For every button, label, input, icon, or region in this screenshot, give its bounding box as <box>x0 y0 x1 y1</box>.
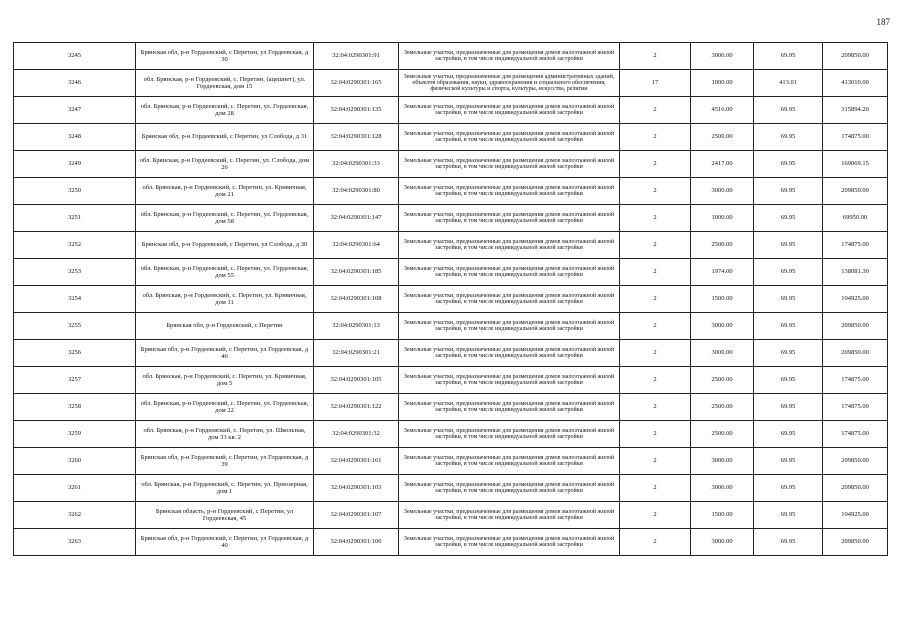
area-cell: 3000.00 <box>691 529 754 556</box>
record-number: 3255 <box>14 313 136 340</box>
group-code-cell: 2 <box>620 394 691 421</box>
cadastral-number-cell: 32:04:0290301:165 <box>314 70 399 97</box>
land-use-cell: Земельные участки, предназначенные для размещения домов малоэтажной жилой застройки, в том числе индивидуальной жилой застройки <box>399 124 620 151</box>
table-row <box>14 313 888 340</box>
record-number: 3261 <box>14 475 136 502</box>
address-cell: Брянская обл, р-н Гордеевский, с Перетин, ул Гордеевская, д 30 <box>136 43 314 70</box>
area-cell: 1000.00 <box>691 70 754 97</box>
cadastral-value-cell: 169069.15 <box>823 151 888 178</box>
record-number: 3254 <box>14 286 136 313</box>
cadastral-value-cell: 209850.00 <box>823 529 888 556</box>
land-use-cell: Земельные участки, предназначенные для размещения домов малоэтажной жилой застройки, в том числе индивидуальной жилой застройки <box>399 340 620 367</box>
address-cell: обл. Брянская, р-н Гордеевский, с. Перетин, ул. Приозерная, дом 1 <box>136 475 314 502</box>
table-row <box>14 151 888 178</box>
cadastral-value-cell: 104925.00 <box>823 502 888 529</box>
area-cell: 3000.00 <box>691 313 754 340</box>
cadastral-number-cell: 32:04:0290301:91 <box>314 43 399 70</box>
table-row <box>14 178 888 205</box>
cadastral-number-cell: 32:04:0290301:13 <box>314 313 399 340</box>
cadastral-value-cell: 174875.00 <box>823 232 888 259</box>
land-use-cell: Земельные участки, предназначенные для размещения домов малоэтажной жилой застройки, в том числе индивидуальной жилой застройки <box>399 394 620 421</box>
area-cell: 2500.00 <box>691 367 754 394</box>
group-code-cell: 2 <box>620 367 691 394</box>
cadastral-value-cell: 209850.00 <box>823 313 888 340</box>
rate-cell: 69.95 <box>754 502 823 529</box>
address-cell: Брянская обл, р-н Гордеевский, с Перетин, ул Слобода, д 31 <box>136 124 314 151</box>
group-code-cell: 2 <box>620 340 691 367</box>
cadastral-number-cell: 32:04:0290301:80 <box>314 178 399 205</box>
rate-cell: 69.95 <box>754 205 823 232</box>
land-use-cell: Земельные участки, предназначенные для размещения домов малоэтажной жилой застройки, в том числе индивидуальной жилой застройки <box>399 151 620 178</box>
area-cell: 2500.00 <box>691 232 754 259</box>
record-number: 3249 <box>14 151 136 178</box>
area-cell: 2500.00 <box>691 394 754 421</box>
table-row <box>14 232 888 259</box>
cadastral-number-cell: 32:04:0290301:161 <box>314 448 399 475</box>
address-cell: Брянская обл, р-н Гордеевский, с Перетин, ул Слобода, д 30 <box>136 232 314 259</box>
land-use-cell: Земельные участки, предназначенные для размещения домов малоэтажной жилой застройки, в том числе индивидуальной жилой застройки <box>399 475 620 502</box>
cadastral-number-cell: 32:04:0290301:21 <box>314 340 399 367</box>
address-cell: обл. Брянская, р-н Гордеевский, с. Перетин, ул. Гордеевская, дом 58 <box>136 205 314 232</box>
land-use-cell: Земельные участки, предназначенные для размещения домов малоэтажной жилой застройки, в том числе индивидуальной жилой застройки <box>399 259 620 286</box>
cadastral-number-cell: 32:04:0290301:147 <box>314 205 399 232</box>
record-number: 3260 <box>14 448 136 475</box>
address-cell: Брянская обл, р-н Гордеевский, с Перетин, ул Гордеевская, д 46 <box>136 340 314 367</box>
address-cell: обл. Брянская, р-н Гордеевский, с. Перетин, ул. Кривичная, дом 21 <box>136 178 314 205</box>
cadastral-value-cell: 209850.00 <box>823 475 888 502</box>
group-code-cell: 2 <box>620 259 691 286</box>
land-use-cell: Земельные участки, предназначенные для размещения домов малоэтажной жилой застройки, в том числе индивидуальной жилой застройки <box>399 205 620 232</box>
cadastral-number-cell: 32:04:0290301:122 <box>314 394 399 421</box>
table-row <box>14 421 888 448</box>
cadastral-value-cell: 209850.00 <box>823 43 888 70</box>
rate-cell: 69.95 <box>754 394 823 421</box>
record-number: 3258 <box>14 394 136 421</box>
cadastral-number-cell: 32:04:0290301:103 <box>314 475 399 502</box>
table-row <box>14 448 888 475</box>
area-cell: 3000.00 <box>691 43 754 70</box>
group-code-cell: 2 <box>620 124 691 151</box>
table-row <box>14 340 888 367</box>
rate-cell: 69.95 <box>754 448 823 475</box>
rate-cell: 69.95 <box>754 529 823 556</box>
cadastral-value-cell: 315894.20 <box>823 97 888 124</box>
table-row <box>14 205 888 232</box>
cadastral-value-cell: 174875.00 <box>823 421 888 448</box>
land-use-cell: Земельные участки, предназначенные для размещения домов малоэтажной жилой застройки, в том числе индивидуальной жилой застройки <box>399 313 620 340</box>
cadastral-number-cell: 32:04:0290301:128 <box>314 124 399 151</box>
cadastral-value-cell: 209850.00 <box>823 448 888 475</box>
land-use-cell: Земельные участки, предназначенные для размещения домов малоэтажной жилой застройки, в том числе индивидуальной жилой застройки <box>399 448 620 475</box>
record-number: 3252 <box>14 232 136 259</box>
table-row <box>14 367 888 394</box>
area-cell: 1500.00 <box>691 286 754 313</box>
table-row <box>14 124 888 151</box>
table-row <box>14 97 888 124</box>
cadastral-value-cell: 413010.00 <box>823 70 888 97</box>
land-use-cell: Земельные участки, предназначенные для размещения домов малоэтажной жилой застройки, в том числе индивидуальной жилой застройки <box>399 367 620 394</box>
record-number: 3263 <box>14 529 136 556</box>
rate-cell: 69.95 <box>754 421 823 448</box>
table-row <box>14 70 888 97</box>
table-row <box>14 529 888 556</box>
area-cell: 2417.00 <box>691 151 754 178</box>
address-cell: Брянская область, р-н Гордеевский, с Перетин, ул Гордеевская, 45 <box>136 502 314 529</box>
table-row <box>14 394 888 421</box>
cadastral-value-cell: 69950.00 <box>823 205 888 232</box>
record-number: 3257 <box>14 367 136 394</box>
cadastral-number-cell: 32:04:0290301:64 <box>314 232 399 259</box>
cadastral-value-cell: 104925.00 <box>823 286 888 313</box>
group-code-cell: 2 <box>620 286 691 313</box>
group-code-cell: 2 <box>620 475 691 502</box>
record-number: 3246 <box>14 70 136 97</box>
cadastral-value-cell: 174875.00 <box>823 124 888 151</box>
rate-cell: 69.95 <box>754 313 823 340</box>
rate-cell: 69.95 <box>754 151 823 178</box>
record-number: 3247 <box>14 97 136 124</box>
cadastral-value-cell: 174875.00 <box>823 367 888 394</box>
address-cell: обл. Брянская, р-н Гордеевский, с. Перетин, ул. Кривичная, дом 5 <box>136 367 314 394</box>
table-row <box>14 43 888 70</box>
rate-cell: 69.95 <box>754 232 823 259</box>
rate-cell: 69.95 <box>754 259 823 286</box>
cadastral-value-cell: 209850.00 <box>823 340 888 367</box>
area-cell: 2500.00 <box>691 421 754 448</box>
group-code-cell: 2 <box>620 232 691 259</box>
land-use-cell: Земельные участки, предназначенные для размещения домов малоэтажной жилой застройки, в том числе индивидуальной жилой застройки <box>399 421 620 448</box>
address-cell: обл. Брянская, р-н Гордеевский, с. Перетин, ул. Слобода, дом 26 <box>136 151 314 178</box>
group-code-cell: 2 <box>620 502 691 529</box>
area-cell: 2500.00 <box>691 124 754 151</box>
group-code-cell: 2 <box>620 178 691 205</box>
address-cell: обл. Брянская, р-н Гордеевский, с. Перетин, ул. Гордеевская, дом 22 <box>136 394 314 421</box>
table-row <box>14 502 888 529</box>
group-code-cell: 2 <box>620 313 691 340</box>
record-number: 3248 <box>14 124 136 151</box>
area-cell: 3000.00 <box>691 340 754 367</box>
address-cell: Брянская обл, р-н Гордеевский, с Перетин, ул Гордеевская, д 40 <box>136 529 314 556</box>
group-code-cell: 2 <box>620 151 691 178</box>
land-use-cell: Земельные участки, предназначенные для размещения домов малоэтажной жилой застройки, в том числе индивидуальной жилой застройки <box>399 529 620 556</box>
rate-cell: 69.95 <box>754 340 823 367</box>
area-cell: 4516.00 <box>691 97 754 124</box>
record-number: 3250 <box>14 178 136 205</box>
rate-cell: 69.95 <box>754 475 823 502</box>
cadastral-value-cell: 209850.00 <box>823 178 888 205</box>
group-code-cell: 2 <box>620 529 691 556</box>
rate-cell: 69.95 <box>754 97 823 124</box>
group-code-cell: 2 <box>620 205 691 232</box>
land-use-cell: Земельные участки, предназначенные для размещения домов малоэтажной жилой застройки, в том числе индивидуальной жилой застройки <box>399 178 620 205</box>
land-use-cell: Земельные участки, предназначенные для размещения домов малоэтажной жилой застройки, в том числе индивидуальной жилой застройки <box>399 502 620 529</box>
rate-cell: 69.95 <box>754 124 823 151</box>
cadastral-number-cell: 32:04:0290301:32 <box>314 421 399 448</box>
rate-cell: 69.95 <box>754 286 823 313</box>
record-number: 3262 <box>14 502 136 529</box>
area-cell: 3000.00 <box>691 475 754 502</box>
land-use-cell: Земельные участки, предназначенные для размещения домов малоэтажной жилой застройки, в том числе индивидуальной жилой застройки <box>399 97 620 124</box>
page-number: 187 <box>876 17 890 27</box>
land-use-cell: Земельные участки, предназначенные для размещения домов малоэтажной жилой застройки, в том числе индивидуальной жилой застройки <box>399 43 620 70</box>
table-row <box>14 259 888 286</box>
group-code-cell: 17 <box>620 70 691 97</box>
address-cell: обл. Брянская, р-н Гордеевский, с. Перетин, ул. Гордеевская, дом 28 <box>136 97 314 124</box>
group-code-cell: 2 <box>620 43 691 70</box>
record-number: 3256 <box>14 340 136 367</box>
address-cell: обл. Брянская, р-н Гордеевский, с. Перетин, (ацешнет), ул. Гордеевская, дом 15 <box>136 70 314 97</box>
cadastral-value-cell: 174875.00 <box>823 394 888 421</box>
cadastral-number-cell: 32:04:0290301:185 <box>314 259 399 286</box>
table-body <box>14 43 888 556</box>
area-cell: 3000.00 <box>691 178 754 205</box>
land-use-cell: Земельные участки, предназначенные для размещения административных зданий, объектов образования, науки, здравоохранения и социального обеспечения, физической культуры и спорта, культуры, искусства, религии <box>399 70 620 97</box>
cadastral-number-cell: 32:04:0290301:107 <box>314 502 399 529</box>
land-use-cell: Земельные участки, предназначенные для размещения домов малоэтажной жилой застройки, в том числе индивидуальной жилой застройки <box>399 286 620 313</box>
area-cell: 3000.00 <box>691 448 754 475</box>
cadastral-number-cell: 32:04:0290301:105 <box>314 367 399 394</box>
land-plots-table <box>13 42 888 556</box>
cadastral-number-cell: 32:04:0290301:33 <box>314 151 399 178</box>
cadastral-number-cell: 32:04:0290301:135 <box>314 97 399 124</box>
address-cell: Брянская обл, р-н Гордеевский, с Перетин <box>136 313 314 340</box>
rate-cell: 413.01 <box>754 70 823 97</box>
group-code-cell: 2 <box>620 448 691 475</box>
record-number: 3253 <box>14 259 136 286</box>
area-cell: 1974.00 <box>691 259 754 286</box>
rate-cell: 69.95 <box>754 178 823 205</box>
address-cell: обл. Брянская, р-н Гордеевский, с. Перетин, ул. Школьная, дом 33 кв. 2 <box>136 421 314 448</box>
cadastral-value-cell: 138081.30 <box>823 259 888 286</box>
rate-cell: 69.95 <box>754 367 823 394</box>
record-number: 3259 <box>14 421 136 448</box>
table-row <box>14 286 888 313</box>
record-number: 3245 <box>14 43 136 70</box>
group-code-cell: 2 <box>620 421 691 448</box>
area-cell: 1500.00 <box>691 502 754 529</box>
record-number: 3251 <box>14 205 136 232</box>
group-code-cell: 2 <box>620 97 691 124</box>
address-cell: обл. Брянская, р-н Гордеевский, с. Перетин, ул. Кривичная, дом 11 <box>136 286 314 313</box>
address-cell: Брянская обл, р-н Гордеевский, с Перетин, ул Гордеевская, д 39 <box>136 448 314 475</box>
cadastral-number-cell: 32:04:0290301:106 <box>314 529 399 556</box>
table-row <box>14 475 888 502</box>
area-cell: 1000.00 <box>691 205 754 232</box>
address-cell: обл. Брянская, р-н Гордеевский, с. Перетин, ул. Гордеевская, дом 55 <box>136 259 314 286</box>
land-use-cell: Земельные участки, предназначенные для размещения домов малоэтажной жилой застройки, в том числе индивидуальной жилой застройки <box>399 232 620 259</box>
rate-cell: 69.95 <box>754 43 823 70</box>
cadastral-number-cell: 32:04:0290301:108 <box>314 286 399 313</box>
